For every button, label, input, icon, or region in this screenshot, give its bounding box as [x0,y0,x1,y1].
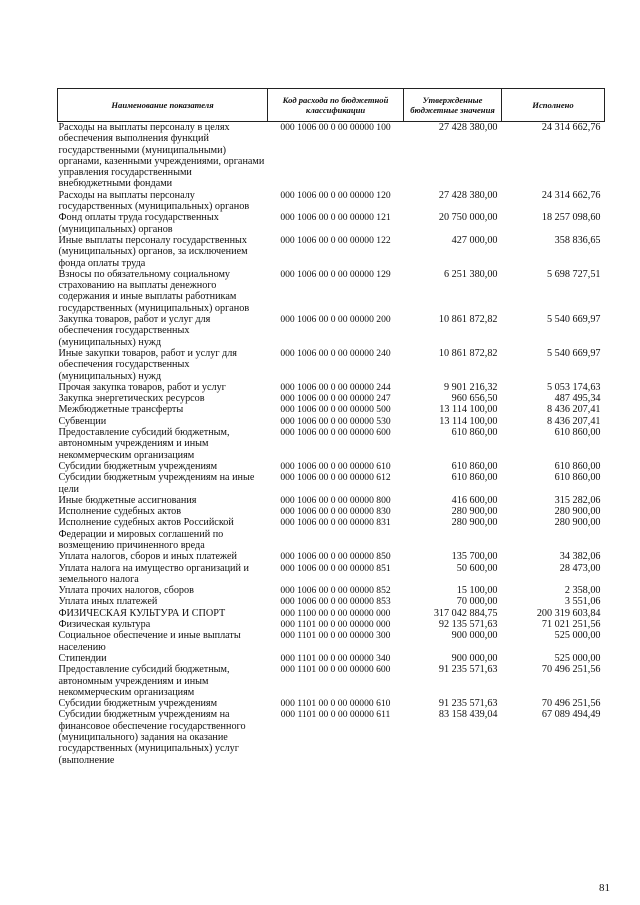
table-row [58,122,605,190]
row-approved: 10 861 872,82 [438,314,498,326]
row-name: Уплата иных платежей [58,596,158,608]
row-name: Взносы по обязательному социальному страхованию на выплаты денежного содержания и иные выплаты работникам государственных (муниципальных) органов [58,268,250,314]
row-code: 000 1006 00 0 00 00000 530 [280,415,391,427]
row-approved: 610 860,00 [451,460,498,472]
row-name: Предоставление субсидий бюджетным, автономным учреждениям и иным некоммерческим организациям [58,664,230,698]
row-code: 000 1006 00 0 00 00000 853 [280,596,391,608]
row-done: 280 900,00 [554,517,601,529]
row-code: 000 1006 00 0 00 00000 612 [280,472,391,484]
row-code: 000 1006 00 0 00 00000 247 [280,393,391,405]
row-name: Стипендии [58,652,107,664]
row-approved: 27 428 380,00 [438,122,498,133]
row-done: 610 860,00 [554,427,601,439]
row-name: Субсидии бюджетным учреждениям на иные цели [58,472,255,495]
header-done: Исполнено [502,89,605,122]
row-approved: 610 860,00 [451,427,498,439]
row-code: 000 1006 00 0 00 00000 500 [280,404,391,416]
row-done: 5 540 669,97 [547,314,601,326]
table-row [58,382,605,393]
row-name: Иные выплаты персоналу государственных (муниципальных) органов, за исключением фонда оплаты труда [58,234,248,269]
table-row [58,709,605,765]
row-code: 000 1006 00 0 00 00000 600 [280,427,391,439]
table-row [58,664,605,698]
table-row [58,461,605,472]
row-approved: 70 000,00 [456,596,498,608]
row-approved: 10 861 872,82 [438,347,498,359]
page-number: 81 [599,882,610,894]
table-row [58,585,605,596]
row-approved: 50 600,00 [456,562,498,574]
row-approved: 280 900,00 [451,506,498,518]
table-row [58,190,605,213]
table-row [58,619,605,630]
row-name: Исполнение судебных актов [58,506,182,518]
row-approved: 610 860,00 [451,472,498,484]
row-done: 18 257 098,60 [541,212,601,224]
row-done: 200 319 603,84 [536,607,601,619]
row-done: 3 551,06 [564,596,601,608]
row-done: 28 473,00 [559,562,601,574]
row-done: 5 053 174,63 [547,381,601,393]
row-done: 8 436 207,41 [547,404,601,416]
row-name: Иные закупки товаров, работ и услуг для обеспечения государственных (муниципальных) нужд [58,347,237,382]
row-done: 71 021 251,56 [541,619,601,631]
table-row [58,235,605,269]
row-approved: 13 114 100,00 [439,404,498,416]
row-code: 000 1101 00 0 00 00000 611 [280,709,391,721]
row-done: 280 900,00 [554,506,601,518]
row-approved: 83 158 439,04 [438,709,498,721]
row-done: 24 314 662,76 [541,189,601,201]
row-done: 5 698 727,51 [547,268,601,280]
row-done: 2 358,00 [564,585,601,597]
row-name: ФИЗИЧЕСКАЯ КУЛЬТУРА И СПОРТ [58,607,226,619]
table-row [58,596,605,607]
row-name: Уплата налога на имущество организаций и земельного налога [58,562,249,585]
row-approved: 91 235 571,63 [438,698,498,710]
table-header-row [58,89,605,122]
row-approved: 280 900,00 [451,517,498,529]
row-done: 70 496 251,56 [541,698,601,710]
row-name: Субсидии бюджетным учреждениям на финансовое обеспечение государственного (муниципального) задания на оказание государственных (муниципальных) услуг (выполнение [58,709,246,766]
row-code: 000 1006 00 0 00 00000 120 [280,189,391,201]
row-name: Уплата прочих налогов, сборов [58,585,194,597]
row-approved: 27 428 380,00 [438,189,498,201]
row-code: 000 1006 00 0 00 00000 830 [280,506,391,518]
row-name: Социальное обеспечение и иные выплаты населению [58,630,241,653]
row-done: 487 495,34 [554,393,601,405]
row-code: 000 1100 00 0 00 00000 000 [280,607,391,619]
row-code: 000 1006 00 0 00 00000 129 [280,268,391,280]
row-approved: 91 235 571,63 [438,664,498,676]
row-approved: 900 000,00 [451,630,498,642]
row-approved: 960 656,50 [451,393,498,405]
row-name: Межбюджетные трансферты [58,404,184,416]
table-row [58,404,605,415]
row-done: 610 860,00 [554,472,601,484]
row-code: 000 1006 00 0 00 00000 850 [280,551,391,563]
table-row [58,393,605,404]
row-approved: 416 600,00 [451,494,498,506]
row-name: Субсидии бюджетным учреждениям [58,460,218,472]
table-row [58,551,605,562]
row-name: Исполнение судебных актов Российской Федерации и мировых соглашений по возмещению причиненного вреда [58,517,234,551]
row-approved: 9 901 216,32 [444,381,498,393]
row-done: 70 496 251,56 [541,664,601,676]
row-name: Уплата налогов, сборов и иных платежей [58,551,237,563]
table-row [58,608,605,619]
row-approved: 317 042 884,75 [433,607,498,619]
row-code: 000 1101 00 0 00 00000 610 [280,698,391,710]
row-approved: 6 251 380,00 [444,268,498,280]
row-name: Физическая культура [58,619,151,631]
header-approved: Утвержденные бюджетные значения [404,89,502,122]
row-name: Расходы на выплаты персоналу государственных (муниципальных) органов [58,189,250,213]
row-done: 315 282,06 [554,494,601,506]
table-row [58,416,605,427]
row-name: Субсидии бюджетным учреждениям [58,698,218,710]
row-code: 000 1006 00 0 00 00000 852 [280,585,391,597]
table-row [58,630,605,653]
row-name: Иные бюджетные ассигнования [58,494,197,506]
row-code: 000 1006 00 0 00 00000 800 [280,494,391,506]
row-approved: 135 700,00 [451,551,498,563]
row-approved: 20 750 000,00 [438,212,498,224]
row-name: Фонд оплаты труда государственных (муниципальных) органов [58,212,219,235]
table-row [58,563,605,586]
table-row [58,517,605,551]
table-row [58,427,605,461]
row-name: Расходы на выплаты персоналу в целях обеспечения выполнения функций государственными (муниципальными) органами, казенными учреждениями, органами управления государственными внебюджетными фондами [58,122,265,190]
row-approved: 92 135 571,63 [438,619,498,631]
row-code: 000 1006 00 0 00 00000 851 [280,562,391,574]
row-name: Закупка энергетических ресурсов [58,393,205,405]
row-done: 610 860,00 [554,460,601,472]
table-row [58,495,605,506]
row-code: 000 1101 00 0 00 00000 600 [280,664,391,676]
row-code: 000 1006 00 0 00 00000 122 [280,234,391,246]
row-code: 000 1101 00 0 00 00000 340 [280,652,391,664]
row-approved: 13 114 100,00 [439,415,498,427]
row-done: 525 000,00 [554,630,601,642]
row-name: Закупка товаров, работ и услуг для обеспечения государственных (муниципальных) нужд [58,314,211,348]
table-row [58,698,605,709]
row-done: 67 089 494,49 [541,709,601,721]
row-name: Прочая закупка товаров, работ и услуг [58,381,226,393]
header-name: Наименование показателя [58,89,268,122]
row-approved: 427 000,00 [451,234,498,246]
row-done: 5 540 669,97 [547,347,601,359]
table-row [58,314,605,348]
table-row [58,506,605,517]
row-code: 000 1006 00 0 00 00000 244 [280,381,391,393]
row-done: 34 382,06 [559,551,601,563]
row-code: 000 1006 00 0 00 00000 240 [280,347,391,359]
row-code: 000 1006 00 0 00 00000 100 [280,122,391,133]
row-name: Субвенции [58,415,107,427]
row-done: 358 836,65 [554,234,601,246]
row-code: 000 1006 00 0 00 00000 831 [280,517,391,529]
row-approved: 15 100,00 [456,585,498,597]
row-code: 000 1006 00 0 00 00000 610 [280,460,391,472]
header-code: Код расхода по бюджетной классификации [268,89,404,122]
row-done: 24 314 662,76 [541,122,601,133]
table-row [58,348,605,382]
row-code: 000 1006 00 0 00 00000 200 [280,314,391,326]
table-row [58,269,605,314]
row-done: 525 000,00 [554,652,601,664]
row-code: 000 1006 00 0 00 00000 121 [280,212,391,224]
row-name: Предоставление субсидий бюджетным, автономным учреждениям и иным некоммерческим организациям [58,427,230,461]
table-row [58,212,605,235]
row-code: 000 1101 00 0 00 00000 300 [280,630,391,642]
row-done: 8 436 207,41 [547,415,601,427]
row-approved: 900 000,00 [451,652,498,664]
budget-table [57,88,605,766]
table-row [58,472,605,495]
table-row [58,653,605,664]
row-code: 000 1101 00 0 00 00000 000 [280,619,391,631]
